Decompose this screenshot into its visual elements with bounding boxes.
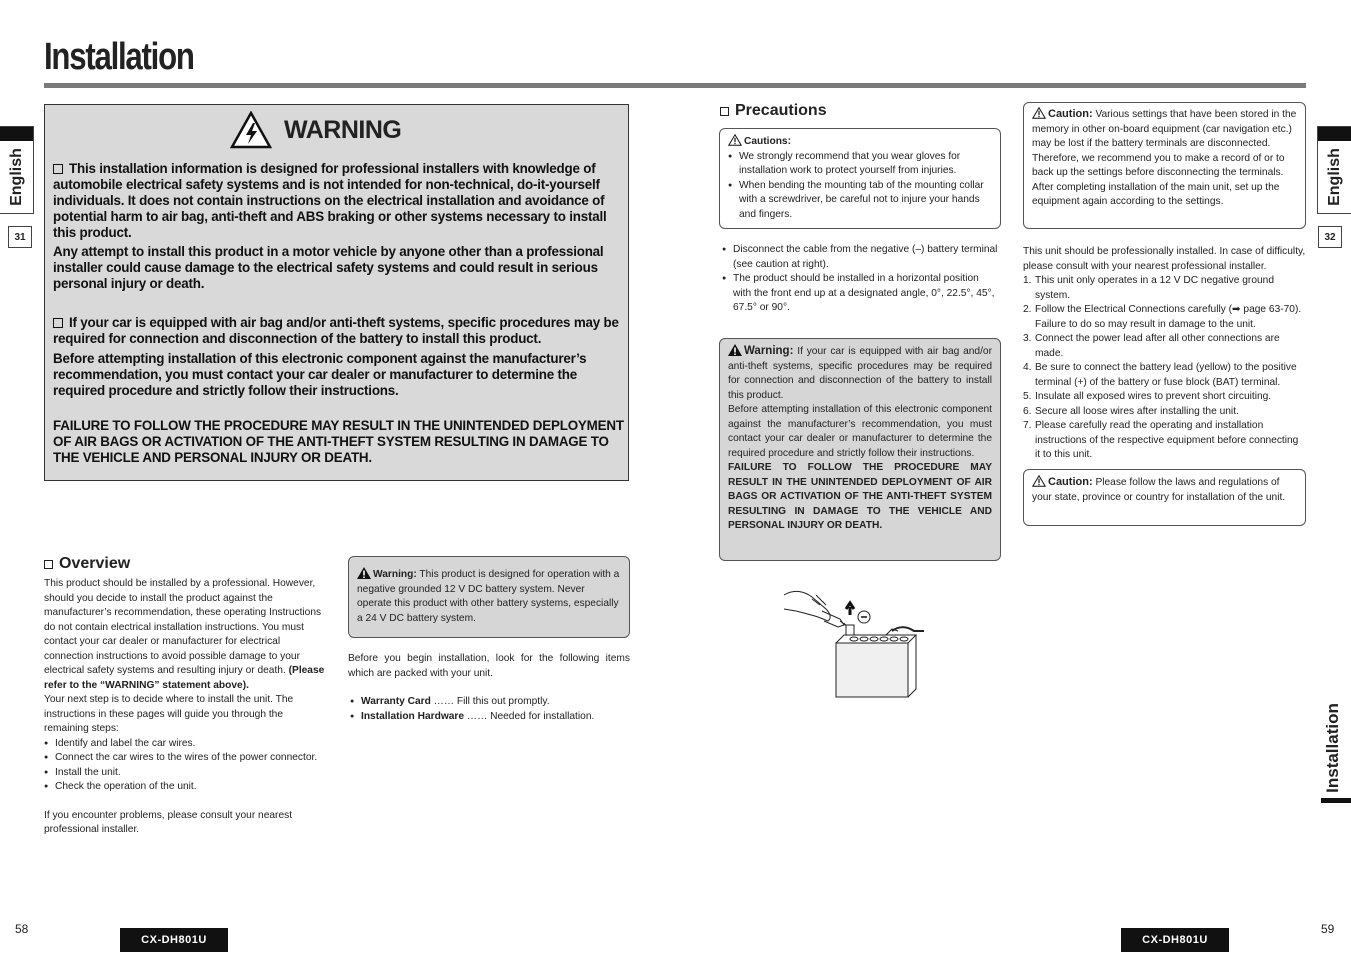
installation-step: 7. Please carefully read the operating and installation instructions of the respective equipment before connecting it to this unit.	[1023, 420, 1299, 460]
precautions-cautions-box	[719, 128, 1001, 229]
side-tab-label: English	[7, 148, 25, 206]
caution-item: ● When bending the mounting tab of the mounting collar with a screwdriver, be careful not to injure your hands and fingers.	[728, 179, 992, 223]
installation-step: 5. Insulate all exposed wires to prevent short circuiting.	[1023, 391, 1272, 402]
installation-step: 2. Follow the Electrical Connections carefully (➡ page 63-70). Failure to do so may result in damage to the unit.	[1023, 304, 1302, 330]
overview-warning-label: Warning:	[373, 569, 417, 580]
page-badge-right: 32	[1318, 226, 1342, 248]
installation-step: 1. This unit only operates in a 12 V DC negative ground system.	[1023, 275, 1274, 301]
overview-warning-box	[348, 556, 630, 638]
overview-step: ● Connect the car wires to the wires of the power connector.	[44, 751, 326, 766]
memory-caution-p2: Therefore, we recommend you to make a record of or to back up the settings before disconnecting the terminals. After completing installation of the main unit, set up the equipment again according to the settings.	[1032, 152, 1285, 207]
side-tab-english-left	[0, 126, 34, 214]
warning-paragraph-1: This installation information is designed for professional installers with knowledge of automobile electrical safety systems and is not intended for non-technical, do-it-yourself individuals. It does not contain instructions on the electrical installation and avoidance of potential harm to air bag, anti-theft and ABS braking or other systems necessary to install this product.	[53, 161, 607, 240]
overview-paragraph-1: This product should be installed by a professional. However, should you decide to install the product against the manufacturer’s recommendation, these operating Instructions do not contain electrical installation instructions. You must contact your car dealer or manufacturer for electrical connection instructions to avoid possible damage to your electrical safety systems and resulting injury or death. (Please refer to the “WARNING” statement above).	[44, 578, 325, 691]
warning-icon	[728, 344, 742, 356]
caution-icon	[1032, 475, 1046, 487]
precautions-warning-p2: Before attempting installation of this electronic component against the manufacturer’s recommendation, you must contact your car dealer or manufacturer to determine the required procedure and strictly follow their instructions.	[728, 404, 992, 459]
packed-item: ● Installation Hardware …… Needed for installation.	[350, 710, 632, 725]
side-tab-english-right	[1317, 126, 1351, 214]
installation-step: 3. Connect the power lead after all other connections are made.	[1023, 333, 1280, 359]
packed-intro: Before you begin installation, look for the following items which are packed with your unit.	[348, 653, 630, 679]
warning-heading	[230, 111, 401, 149]
precautions-warning-p1: Warning: If your car is equipped with air bag and/or anti-theft systems, specific procedures may be required for connection and disconnection of the battery to install this product.	[728, 345, 992, 401]
page-number-right: 59	[1321, 922, 1335, 936]
overview-paragraph-3: If you encounter problems, please consult your nearest professional installer.	[44, 809, 293, 835]
laws-caution-label: Caution:	[1048, 476, 1093, 488]
page-badge-left: 31	[8, 226, 32, 248]
warning-paragraph-3: If your car is equipped with air bag and/or anti-theft systems, specific procedures may be required for connection and disconnection of the battery to install this product.	[53, 315, 619, 346]
overview-warning-text: This product is designed for operation with a negative grounded 12 V DC battery system. Never operate this product with other battery systems, especially a 24 V DC battery system.	[357, 569, 620, 624]
overview-step: ● Install the unit.	[44, 766, 326, 781]
memory-caution-box	[1023, 102, 1306, 229]
overview-body	[44, 577, 326, 838]
overview-step: ● Identify and label the car wires.	[44, 737, 326, 752]
packed-list	[350, 695, 632, 724]
installation-intro: This unit should be professionally installed. In case of difficulty, please consult with your nearest professional installer.	[1023, 246, 1306, 272]
title-rule	[44, 83, 1306, 88]
overview-heading: Overview	[44, 555, 130, 573]
warning-title: WARNING	[284, 115, 402, 144]
page-title: Installation	[44, 36, 194, 78]
battery-illustration	[782, 585, 927, 705]
side-tab-label: English	[1325, 148, 1343, 206]
laws-caution-box	[1023, 469, 1306, 526]
electric-hazard-icon	[230, 111, 272, 149]
warning-box	[44, 104, 629, 481]
warning-paragraph-2: Any attempt to install this product in a motor vehicle by anyone other than a professional installer could cause damage to the electrical safety systems and could result in serious personal injury or death.	[53, 244, 604, 291]
precautions-heading: Precautions	[720, 102, 827, 120]
overview-paragraph-2: Your next step is to decide where to install the unit. The instructions in these pages will guide you through the remaining steps:	[44, 694, 294, 734]
memory-caution-p1: Caution: Various settings that have been stored in the memory in other on-board equipment (car navigation etc.) may be lost if the battery terminals are disconnected.	[1032, 108, 1297, 149]
page-number-left: 58	[15, 922, 29, 936]
model-badge-left: CX-DH801U	[120, 928, 228, 952]
cautions-title: Cautions:	[728, 134, 992, 150]
caution-icon	[1032, 107, 1046, 119]
section-marker-label: Installation	[1323, 703, 1343, 793]
precautions-list	[722, 243, 998, 316]
precautions-warning-box	[719, 338, 1001, 561]
precautions-warning-p3: FAILURE TO FOLLOW THE PROCEDURE MAY RESULT IN THE UNINTENDED DEPLOYMENT OF AIR BAGS OR ACTIVATION OF THE ANTI-THEFT SYSTEM RESULTING IN DAMAGE TO THE VEHICLE AND PERSONAL INJURY OR DEATH.	[728, 462, 992, 531]
laws-caution-text: Please follow the laws and regulations of your state, province or country for installation of the unit.	[1032, 477, 1286, 503]
warning-paragraph-4: Before attempting installation of this electronic component against the manufacturer’s recommendation, you must contact your car dealer or manufacturer to determine the required procedure and strictly follow their instructions.	[53, 351, 587, 398]
packed-item: ● Warranty Card …… Fill this out promptly.	[350, 695, 632, 710]
overview-step: ● Check the operation of the unit.	[44, 780, 326, 795]
section-marker	[1318, 700, 1351, 800]
warning-icon	[357, 567, 371, 579]
caution-icon	[728, 134, 742, 146]
installation-step: 6. Secure all loose wires after installing the unit.	[1023, 405, 1239, 417]
installation-steps	[1023, 245, 1306, 463]
warning-paragraph-5: FAILURE TO FOLLOW THE PROCEDURE MAY RESULT IN THE UNINTENDED DEPLOYMENT OF AIR BAGS OR ACTIVATION OF THE ANTI-THEFT SYSTEM RESULTING IN DAMAGE TO THE VEHICLE AND PERSONAL INJURY OR DEATH.	[53, 418, 624, 465]
installation-step: 4. Be sure to connect the battery lead (yellow) to the positive terminal (+) of the battery or fuse block (BAT) terminal.	[1023, 362, 1297, 388]
caution-item: ● We strongly recommend that you wear gloves for installation work to protect yourself from injuries.	[728, 150, 992, 179]
model-badge-right: CX-DH801U	[1121, 928, 1229, 952]
precaution-item: ● The product should be installed in a horizontal position with the front end up at a designated angle, 0°, 22.5°, 45°, 67.5° or 90°.	[722, 272, 998, 316]
precaution-item: ● Disconnect the cable from the negative (–) battery terminal (see caution at right).	[722, 243, 998, 272]
